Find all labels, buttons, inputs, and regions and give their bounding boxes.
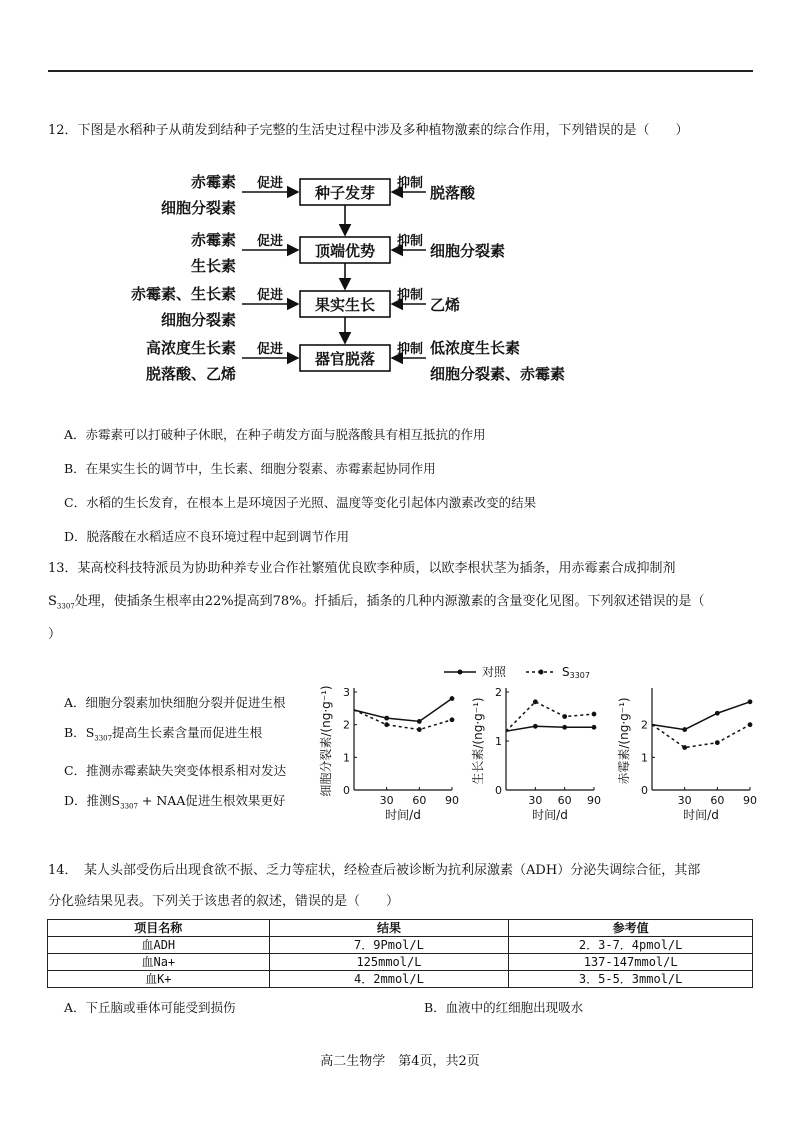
- x-tick-label: 60: [412, 794, 427, 807]
- data-point: [384, 722, 389, 727]
- data-point: [533, 699, 538, 704]
- y-tick-label: 2: [495, 686, 502, 699]
- inhibitor-hormone-label: 低浓度生长素: [430, 339, 521, 357]
- x-tick-label: 30: [379, 794, 394, 807]
- data-point: [682, 745, 687, 750]
- x-tick-label: 60: [710, 794, 725, 807]
- data-point: [715, 740, 720, 745]
- promoter-hormone-label: 赤霉素: [190, 173, 236, 191]
- chart-cytokinin: [318, 684, 468, 824]
- inhibit-label: 抑制: [396, 176, 424, 191]
- q13-option-b-prefix: B．: [64, 725, 86, 740]
- q14-option-b[interactable]: B．血液中的红细胞出现吸水: [424, 1000, 584, 1015]
- y-tick-label: 1: [343, 751, 350, 765]
- promoter-hormone-label: 高浓度生长素: [145, 339, 236, 357]
- table-header-row: [48, 920, 753, 937]
- q13-option-b-text: 提高生长素含量而促进生根: [112, 725, 263, 740]
- data-point: [748, 722, 753, 727]
- s3307-subscript: 3307: [56, 602, 75, 611]
- inhibit-label: 抑制: [396, 288, 424, 303]
- x-axis-label: 时间/d: [385, 808, 421, 822]
- inhibitor-hormone-label: 脱落酸: [430, 184, 476, 202]
- chart-legend: [440, 662, 620, 682]
- series-line-control: [652, 702, 750, 730]
- legend-treated-marker: [539, 670, 544, 675]
- lab-results-table: [47, 919, 753, 988]
- table-row: [48, 954, 753, 971]
- q13-option-a[interactable]: A．细胞分裂素加快细胞分裂并促进生根: [64, 695, 286, 710]
- page-footer: 高二生物学 第4页，共2页: [320, 1054, 480, 1069]
- stage-label: 种子发芽: [314, 184, 376, 202]
- data-point: [562, 714, 567, 719]
- q13-stem-line3: ）: [48, 627, 62, 642]
- y-axis-label: 赤霉素/(ng·g⁻¹): [617, 697, 631, 785]
- table-cell: 4．2mmol/L: [269, 971, 509, 988]
- data-point: [562, 725, 567, 730]
- q13-stem-line1: 13．某高校科技特派员为协助种养专业合作社繁殖优良欧李种质，以欧李根状茎为插条，用赤霉素合成抑制剂: [48, 561, 676, 576]
- promote-label: 促进: [256, 288, 284, 303]
- q13-stem-line2-text: 处理，使插条生根率由22%提高到78%。扦插后，插条的几种内源激素的含量变化见图。下列叙述错误的是（: [74, 594, 705, 609]
- y-tick-label: 0: [641, 784, 648, 797]
- y-tick-label: 2: [641, 718, 648, 732]
- data-point: [592, 712, 597, 717]
- stage-label: 果实生长: [314, 296, 376, 314]
- y-tick-label: 2: [343, 718, 350, 732]
- data-point: [533, 724, 538, 729]
- legend-control-marker: [458, 670, 463, 675]
- table-cell: 血ADH: [48, 937, 270, 954]
- data-point: [417, 719, 422, 724]
- stage-label: 器官脱落: [314, 350, 376, 368]
- s3307-symbol: S: [111, 793, 121, 808]
- promoter-hormone-label: 赤霉素、生长素: [130, 285, 236, 303]
- table-cell: 血K+: [48, 971, 270, 988]
- data-point: [715, 711, 720, 716]
- q13-option-d[interactable]: [64, 793, 285, 815]
- header-rule: [48, 70, 753, 72]
- promote-label: 促进: [256, 234, 284, 249]
- inhibit-label: 抑制: [396, 234, 424, 249]
- x-tick-label: 30: [528, 794, 543, 807]
- y-tick-label: 1: [641, 751, 648, 765]
- s3307-subscript: 3307: [120, 802, 138, 811]
- naa-label: + NAA: [137, 793, 186, 808]
- y-tick-label: 3: [343, 686, 350, 699]
- data-point: [748, 699, 753, 704]
- q12-option-b[interactable]: B．在果实生长的调节中，生长素、细胞分裂素、赤霉素起协同作用: [64, 461, 436, 476]
- table-cell: 137-147mmol/L: [509, 954, 753, 971]
- data-point: [682, 727, 687, 732]
- data-point: [450, 696, 455, 701]
- table-cell: 血Na+: [48, 954, 270, 971]
- x-tick-label: 30: [677, 794, 692, 807]
- promoter-hormone-label: 细胞分裂素: [160, 311, 236, 329]
- legend-treated-symbol: S: [562, 665, 570, 679]
- y-axis-label: 生长素/(ng·g⁻¹): [471, 697, 485, 785]
- q12-stem: 12．下图是水稻种子从萌发到结种子完整的生活史过程中涉及多种植物激素的综合作用，下列错误的是（ ）: [48, 123, 689, 138]
- column-header: 结果: [269, 920, 509, 937]
- promote-label: 促进: [256, 176, 284, 191]
- data-point: [592, 725, 597, 730]
- y-tick-label: 1: [495, 735, 502, 748]
- table-row: [48, 971, 753, 988]
- legend-control-label: 对照: [482, 665, 507, 679]
- table-cell: 125mmol/L: [269, 954, 509, 971]
- x-tick-label: 60: [557, 794, 572, 807]
- chart-auxin: [470, 684, 610, 824]
- y-tick-label: 0: [343, 784, 350, 797]
- column-header: 参考值: [509, 920, 753, 937]
- q13-option-b[interactable]: [64, 725, 262, 747]
- data-point: [384, 716, 389, 721]
- inhibit-label: 抑制: [396, 342, 424, 357]
- table-cell: 3．5-5．3mmol/L: [509, 971, 753, 988]
- q14-stem-line2: 分化验结果见表。下列关于该患者的叙述，错误的是（ ）: [48, 894, 400, 909]
- inhibitor-hormone-label: 乙烯: [430, 296, 461, 314]
- x-tick-label: 90: [743, 794, 757, 807]
- table-cell: 7．9Pmol/L: [269, 937, 509, 954]
- promote-label: 促进: [256, 342, 284, 357]
- promoter-hormone-label: 赤霉素: [190, 231, 236, 249]
- column-header: 项目名称: [48, 920, 270, 937]
- q13-stem-line2: [48, 593, 705, 616]
- q12-option-c[interactable]: C．水稻的生长发育，在根本上是环境因子光照、温度等变化引起体内激素改变的结果: [64, 495, 537, 510]
- q14-option-a[interactable]: A．下丘脑或垂体可能受到损伤: [64, 1000, 236, 1015]
- s3307-symbol: S: [48, 594, 57, 609]
- x-tick-label: 90: [587, 794, 601, 807]
- table-cell: 2．3-7．4pmol/L: [509, 937, 753, 954]
- s3307-symbol: S: [85, 725, 95, 740]
- inhibitor-hormone-label: 细胞分裂素、赤霉素: [430, 365, 566, 383]
- promoter-hormone-label: 生长素: [190, 257, 236, 275]
- chart-gibberellin: [616, 684, 766, 824]
- x-axis-label: 时间/d: [532, 808, 568, 822]
- series-line-control: [506, 726, 594, 731]
- q13-option-d-text: 促进生根效果更好: [185, 793, 286, 808]
- data-point: [450, 717, 455, 722]
- legend-treated-label: [562, 665, 590, 680]
- y-tick-label: 0: [495, 784, 502, 797]
- inhibitor-hormone-label: 细胞分裂素: [430, 242, 506, 260]
- q13-option-c[interactable]: C．推测赤霉素缺失突变体根系相对发达: [64, 763, 287, 778]
- q12-option-d[interactable]: D．脱落酸在水稻适应不良环境过程中起到调节作用: [64, 529, 350, 544]
- x-tick-label: 90: [445, 794, 459, 807]
- series-line-treated: [652, 725, 750, 748]
- q14-stem-line1: 14． 某人头部受伤后出现食欲不振、乏力等症状，经检查后被诊断为抗利尿激素（ADH）分泌失调综合征，其部: [48, 863, 701, 878]
- q12-option-a[interactable]: A．赤霉素可以打破种子休眠，在种子萌发方面与脱落酸具有相互抵抗的作用: [64, 427, 486, 442]
- stage-label: 顶端优势: [314, 242, 376, 260]
- data-point: [417, 727, 422, 732]
- table-row: [48, 937, 753, 954]
- series-line-control: [354, 699, 452, 722]
- promoter-hormone-label: 脱落酸、乙烯: [145, 365, 236, 383]
- hormone-diagram: [100, 168, 620, 390]
- s3307-subscript: 3307: [94, 734, 113, 743]
- y-axis-label: 细胞分裂素/(ng·g⁻¹): [319, 685, 333, 797]
- legend-treated-subscript: 3307: [569, 671, 590, 680]
- x-axis-label: 时间/d: [683, 808, 719, 822]
- q13-option-d-prefix: D．推测: [64, 793, 112, 808]
- promoter-hormone-label: 细胞分裂素: [160, 199, 236, 217]
